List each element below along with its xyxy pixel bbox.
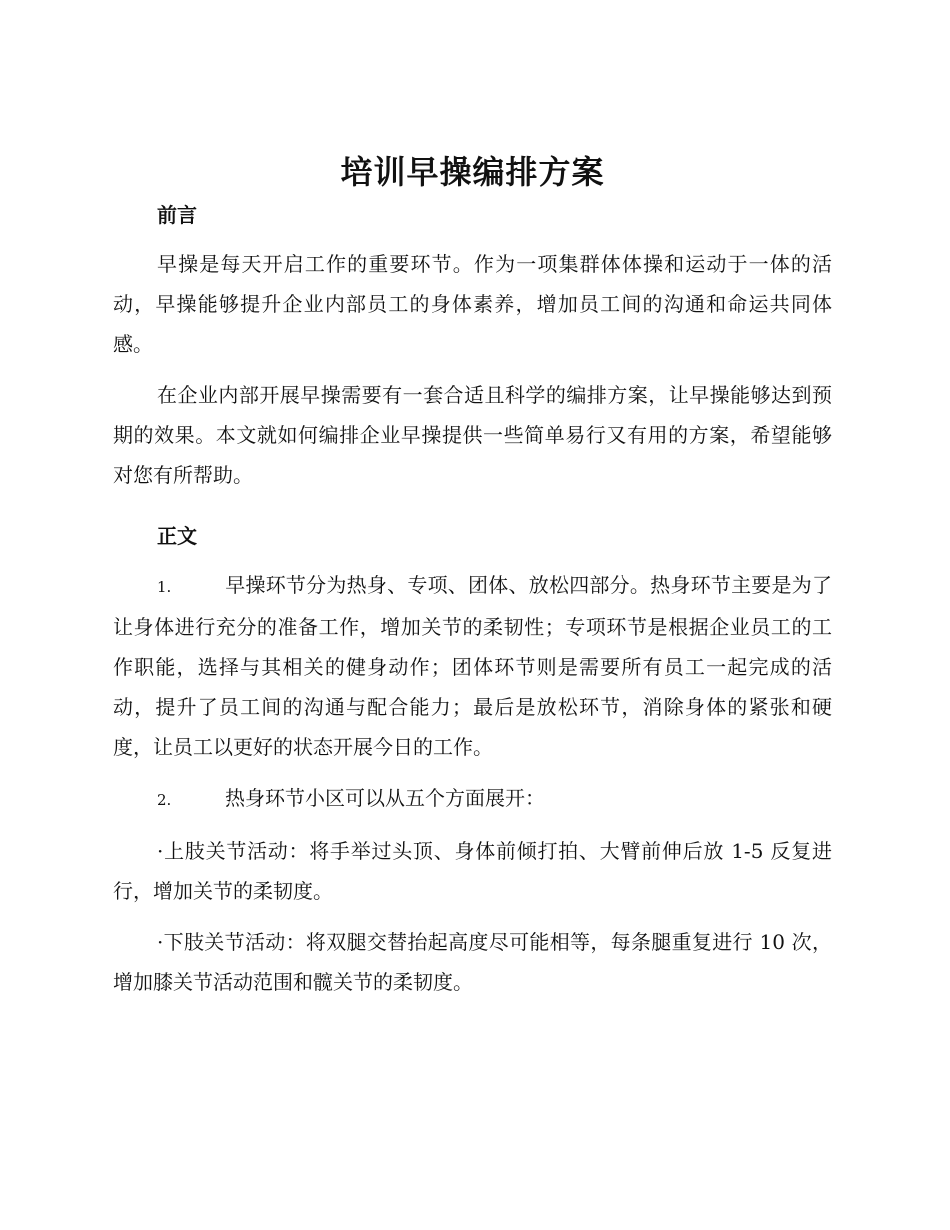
- preface-paragraph: 在企业内部开展早操需要有一套合适且科学的编排方案，让早操能够达到预期的效果。本文就如何编排企业早操提供一些简单易行又有用的方案，希望能够对您有所帮助。: [113, 383, 832, 487]
- preface-paragraph: 早操是每天开启工作的重要环节。作为一项集群体体操和运动于一体的活动，早操能够提升企业内部员工的身体素养，增加员工间的沟通和命运共同体感。: [113, 252, 832, 356]
- body-heading: 正文: [157, 524, 197, 548]
- bullet-marker: ·: [157, 839, 164, 863]
- bullet-text: 上肢关节活动：将手举过头顶、身体前倾打拍、大臂前伸后放 1-5 反复进行，增加关节的柔韧度。: [113, 839, 832, 903]
- numbered-item: [113, 565, 832, 767]
- bullet-item: [113, 922, 832, 1002]
- document-title: 培训早操编排方案: [340, 153, 605, 191]
- item-number: 2.: [157, 791, 172, 809]
- bullet-item: [113, 831, 832, 911]
- item-text: 早操环节分为热身、专项、团体、放松四部分。热身环节主要是为了让身体进行充分的准备工作，增加关节的柔韧性；专项环节是根据企业员工的工作职能，选择与其相关的健身动作；团体环节则是需要所有员工一起完成的活动，提升了员工间的沟通与配合能力；最后是放松环节，消除身体的紧张和硬度，让员工以更好的状态开展今日的工作。: [113, 573, 832, 759]
- bullet-marker: ·: [157, 930, 164, 954]
- item-text: 热身环节小区可以从五个方面展开：: [225, 786, 545, 810]
- item-number: 1.: [157, 578, 172, 596]
- preface-heading: 前言: [157, 203, 197, 227]
- numbered-item: [113, 778, 832, 820]
- bullet-text: 下肢关节活动：将双腿交替抬起高度尽可能相等，每条腿重复进行 10 次，增加膝关节活动范围和髋关节的柔韧度。: [113, 930, 832, 994]
